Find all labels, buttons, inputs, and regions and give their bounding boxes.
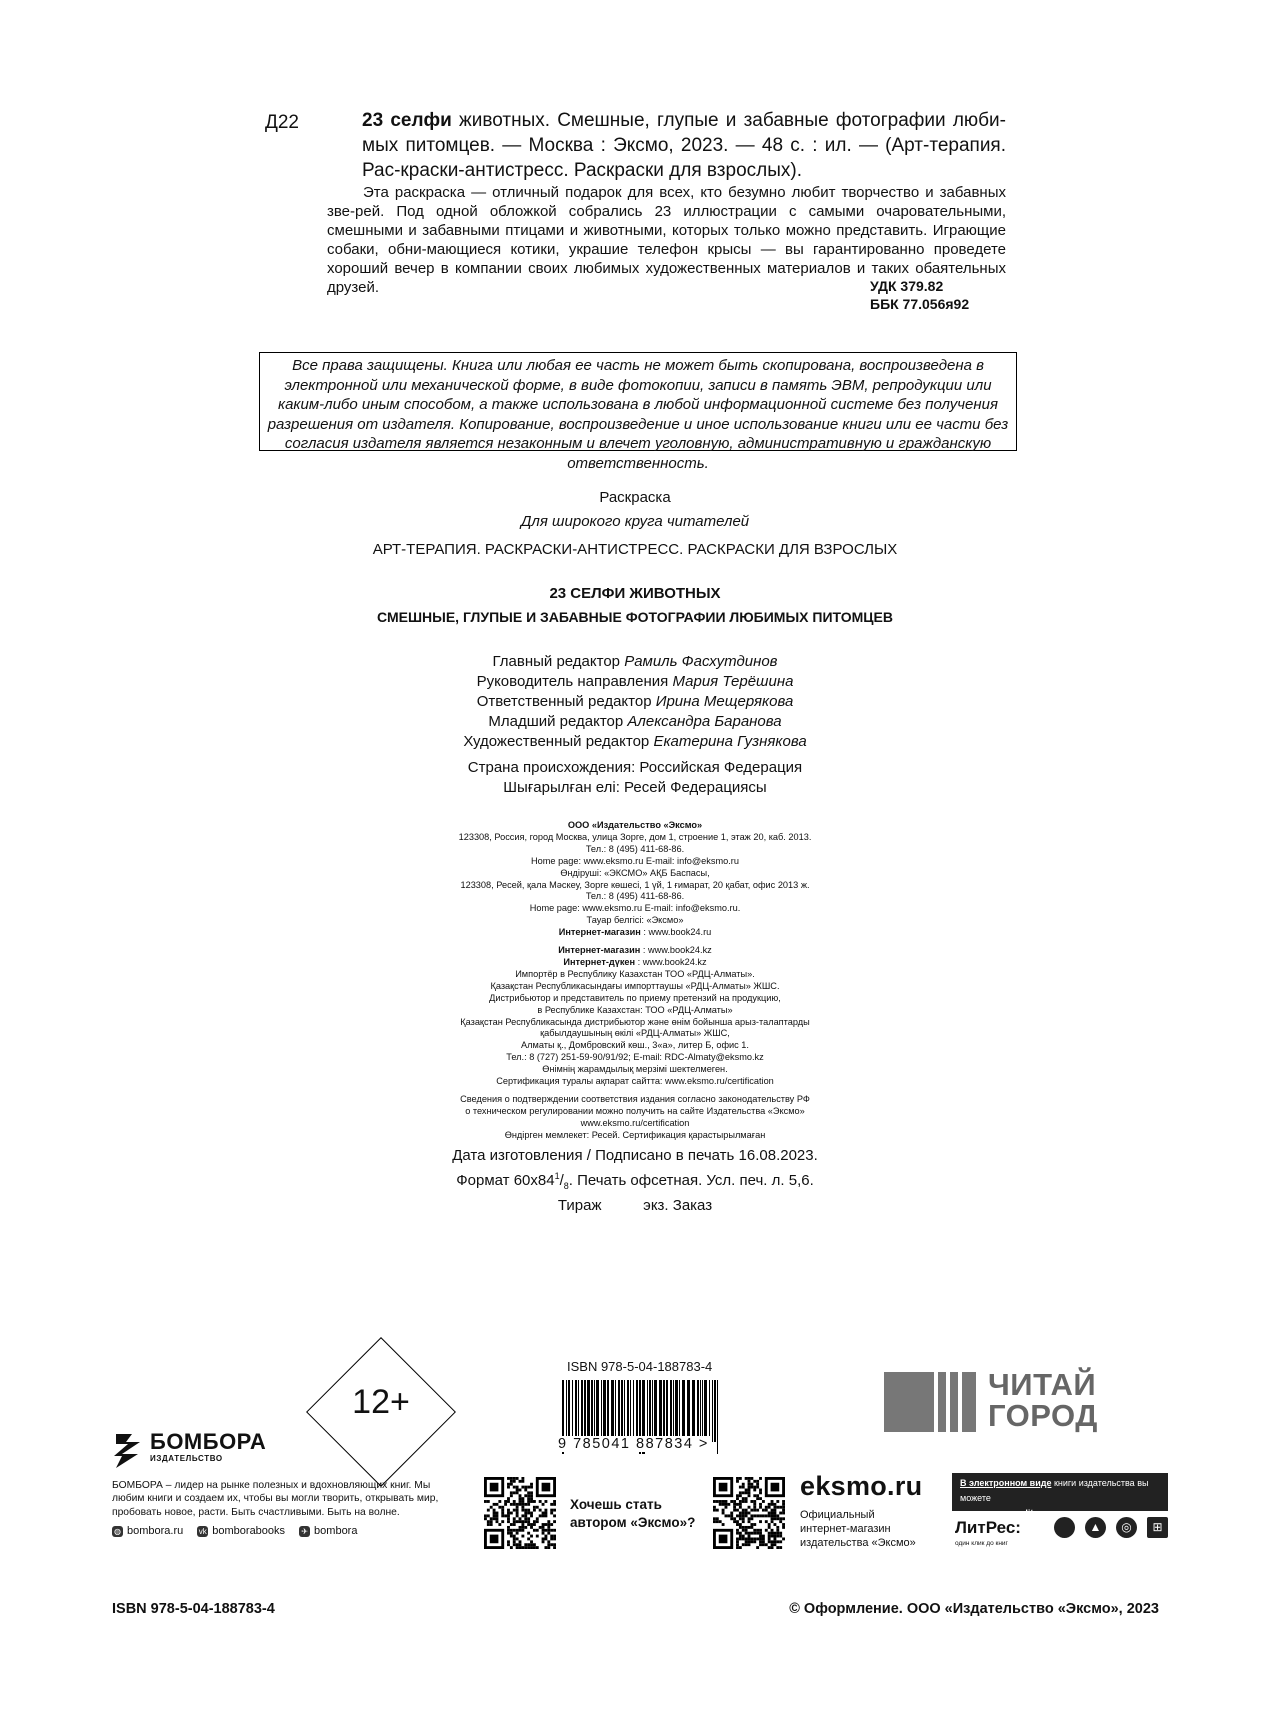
web-icon[interactable]: ◎: [1116, 1517, 1137, 1538]
credit-line: Главный редактор Рамиль Фасхутдинов: [492, 653, 778, 670]
barcode-bar: [615, 1380, 616, 1442]
social-telegram[interactable]: ✈ bombora: [299, 1525, 357, 1537]
print-run: Тираж экз. Заказ: [557, 1197, 713, 1214]
barcode-bar: [649, 1380, 651, 1442]
rights-notice: Все права защищены. Книга или любая ее часть не может быть скопирована, воспроизведена в электронной или механической форме, в виде фотокопии, записи в память ЭВМ, репродукции или каким-либо иным способом, а также использована в любой информационной системе без получения разрешения от издателя. Копирование, воспроизведение и иное использование книги или ее части без согласия издателя является незаконным и влечет уголовную, административную и гражданскую ответственность.: [259, 352, 1017, 451]
publisher-line: Тел.: 8 (495) 411-68-86.: [585, 843, 685, 854]
barcode-bar: [611, 1380, 614, 1442]
publisher-line: Интернет-дүкен : www.book24.kz: [563, 956, 707, 967]
print-format: Формат $60x84^1/_8$. Печать офсетная. Усл. печ. л. 5,6.: [456, 1171, 814, 1191]
barcode-bar: [601, 1380, 602, 1442]
print-info: [0, 1146, 1270, 1216]
barcode-bar: [621, 1380, 623, 1442]
publisher-line: қабылдаушының өкілі «РДЦ-Алматы» ЖШС,: [540, 1028, 730, 1039]
origin-ru: Страна происхождения: Российская Федерация: [467, 759, 803, 776]
publisher-line: Home page: www.eksmo.ru E-mail: info@eksmo.ru.: [529, 903, 741, 914]
publisher-line: Интернет-магазин : www.book24.kz: [558, 945, 712, 956]
publisher-line: в Республике Казахстан: ТОО «РДЦ-Алматы»: [537, 1004, 733, 1015]
barcode-bar: [702, 1380, 703, 1442]
publisher-line: Сертификация туралы ақпарат сайтта: www.eksmo.ru/certification: [496, 1076, 774, 1087]
publisher-line: Тел.: 8 (495) 411-68-86.: [585, 891, 685, 902]
barcode-bar: [633, 1380, 634, 1442]
publisher-line: Алматы қ., Домбровский көш., 3«а», литер Б, офис 1.: [521, 1040, 749, 1051]
android-icon[interactable]: ▲: [1085, 1517, 1106, 1538]
bombora-tagline: БОМБОРА – лидер на рынке полезных и вдохновляющих книг. Мы любим книги и создаем их, чтобы вы могли творить, открывать мир, пробовать новое, расти. Быть счастливыми. Быть на волне.: [112, 1480, 439, 1518]
barcode-bar: [717, 1380, 718, 1454]
chitai-gorod-name: ЧИТАЙ ГОРОД: [988, 1367, 1098, 1433]
publisher-line: Интернет-магазин : www.book24.ru: [558, 927, 712, 938]
publisher-line: Өнімнің жарамдылық мерзімі шектелмеген.: [542, 1064, 728, 1075]
social-site[interactable]: ◍ bombora.ru: [114, 1525, 184, 1537]
barcode-bar: [647, 1380, 648, 1442]
barcode-bar: [566, 1380, 567, 1442]
credit-line: Руководитель направления Мария Терёшина: [476, 673, 794, 690]
publisher-line: Өндіруші: «ЭКСМО» АҚБ Баспасы,: [560, 867, 710, 878]
barcode-bar: [666, 1380, 668, 1442]
barcode-bar: [624, 1380, 625, 1442]
footer-isbn: ISBN 978-5-04-188783-4: [112, 1601, 275, 1617]
barcode-bar: [591, 1380, 593, 1442]
eksmo-description: Официальный интернет-магазин издательства «Эксмо»: [800, 1509, 916, 1549]
telegram-icon: ✈: [299, 1526, 310, 1537]
publisher-line: Дистрибьютор и представитель по приему претензий на продукцию,: [489, 992, 781, 1003]
barcode-bar: [654, 1380, 657, 1442]
barcode-bar: [596, 1380, 599, 1442]
publisher-line: Сведения о подтверждении соответствия издания согласно законодательству РФ: [460, 1093, 810, 1104]
barcode-bar: [663, 1380, 665, 1442]
barcode-bar: [687, 1380, 690, 1442]
vk-icon: vk: [198, 1526, 207, 1536]
classification: [870, 277, 1006, 313]
bombora-logo-icon: [112, 1430, 146, 1470]
barcode-bar: [712, 1380, 713, 1442]
eksmo-url[interactable]: eksmo.ru: [800, 1471, 923, 1501]
qr-code-author[interactable]: [484, 1477, 556, 1549]
publisher-line: ООО «Издательство «Эксмо»: [567, 820, 703, 830]
bib-entry: [362, 108, 1006, 183]
age-rating: 12+: [352, 1383, 410, 1421]
barcode-bar: [618, 1380, 620, 1442]
publisher-line: о техническом регулировании можно получить на сайте Издательства «Эксмо»: [465, 1105, 805, 1116]
publisher-info: [0, 820, 1270, 1142]
credit-line: Ответственный редактор Ирина Мещерякова: [476, 693, 794, 710]
series: АРТ-ТЕРАПИЯ. РАСКРАСКИ-АНТИСТРЕСС. РАСКРАСКИ ДЛЯ ВЗРОСЛЫХ: [372, 541, 898, 558]
globe-icon: ◍: [112, 1526, 123, 1537]
audience: Для широкого круга читателей: [520, 513, 750, 530]
chitai-gorod-logo-icon: [884, 1372, 980, 1432]
barcode-bar: [568, 1380, 570, 1442]
bib-code: Д22: [265, 112, 300, 133]
barcode-isbn: ISBN 978-5-04-188783-4: [567, 1359, 713, 1374]
bib-title-bold: 23 селфи: [362, 110, 452, 131]
credit-line: Младший редактор Александра Баранова: [488, 713, 782, 730]
social-vk[interactable]: vk bomborabooks: [198, 1525, 286, 1537]
windows-icon[interactable]: ⊞: [1147, 1517, 1168, 1538]
credits: [0, 652, 1270, 752]
barcode-bar: [679, 1380, 680, 1442]
barcode-bar: [584, 1380, 586, 1442]
bombora-name: БОМБОРА: [150, 1429, 267, 1454]
barcode-bar: [692, 1380, 695, 1442]
origin-kz: Шығарылған елі: Ресей Федерациясы: [503, 779, 767, 796]
barcode-bar: [652, 1380, 653, 1442]
barcode-bar: [636, 1380, 638, 1442]
credit-line: Художественный редактор Екатерина Гузнякова: [463, 733, 807, 750]
litres-logo: ЛитРес:: [955, 1518, 1021, 1537]
apple-icon[interactable]: [1054, 1517, 1075, 1538]
barcode-bar: [578, 1380, 579, 1442]
bombora-sub: ИЗДАТЕЛЬСТВО: [150, 1454, 223, 1463]
barcode-bar: [659, 1380, 662, 1442]
publisher-line: Тауар белгісі: «Эксмо»: [586, 915, 684, 926]
publisher-line: Тел.: 8 (727) 251-59-90/91/92; E-mail: RDC-Almaty@eksmo.kz: [506, 1052, 764, 1063]
barcode-bar: [714, 1380, 716, 1442]
publisher-line: Home page: www.eksmo.ru E-mail: info@eksmo.ru: [531, 855, 739, 866]
book-title: 23 СЕЛФИ ЖИВОТНЫХ: [549, 585, 721, 602]
print-date: Дата изготовления / Подписано в печать 16.08.2023.: [452, 1147, 818, 1164]
barcode-bar: [697, 1380, 699, 1442]
bib-description: Эта раскраска — отличный подарок для всех, кто безумно любит творчество и забавных зве-рей. Под одной обложкой собрались 23 иллюстрации с самыми очаровательными, смешными и забавными птицами и животными, которых только можно представить. Играющие собаки, обни-мающиеся котики, украшие телефон крысы — вы гарантированно проведете хороший вечер в компании своих любимых художественных материалов и таких обаятельных друзей.: [327, 184, 1006, 296]
bbk-code: ББК 77.056я92: [870, 296, 970, 312]
barcode-bar: [630, 1380, 631, 1442]
barcode-bar: [581, 1380, 583, 1442]
publisher-line: 123308, Россия, город Москва, улица Зорге, дом 1, строение 1, этаж 20, каб. 2013.: [458, 831, 812, 842]
litres-banner: В электронном виде книги издательства вы можете купить на www.litres.ru: [952, 1473, 1168, 1511]
store-icons: [1054, 1517, 1168, 1538]
barcode-bar: [673, 1380, 674, 1442]
social-links: [112, 1525, 357, 1537]
barcode-bar: [603, 1380, 606, 1442]
publisher-line: Қазақстан Республикасында дистрибьютор және өнім бойынша арыз-талаптарды: [460, 1016, 810, 1027]
barcode-bar: [587, 1380, 590, 1442]
barcode-bar: [575, 1380, 577, 1442]
barcode-bar: [682, 1380, 685, 1442]
udk-code: УДК 379.82: [870, 278, 944, 294]
qr-code-eksmo[interactable]: [713, 1477, 785, 1549]
barcode-bar: [709, 1380, 710, 1442]
book-subtitle: СМЕШНЫЕ, ГЛУПЫЕ И ЗАБАВНЫЕ ФОТОГРАФИИ ЛЮБИМЫХ ПИТОМЦЕВ: [377, 609, 893, 625]
barcode-bar: [704, 1380, 707, 1442]
litres-sub: один клик до книг: [955, 1540, 1008, 1547]
footer-copyright: © Оформление. ООО «Издательство «Эксмо», 2023: [789, 1601, 1159, 1617]
barcode-bar: [594, 1380, 595, 1442]
genre: Раскраска: [599, 489, 671, 506]
country-of-origin: [0, 758, 1270, 798]
barcode-digits: 9 785041 887834 >: [558, 1436, 709, 1452]
publisher-line: 123308, Ресей, қала Мәскеу, Зорге көшесі, 1 үй, 1 ғимарат, 20 қабат, офис 2013 ж.: [460, 879, 810, 890]
barcode-bar: [675, 1380, 678, 1442]
barcode-bar: [572, 1380, 573, 1442]
barcode-bar: [607, 1380, 609, 1442]
barcode-bar: [670, 1380, 672, 1442]
publisher-line: Қазақстан Республикасындағы импорттаушы «РДЦ-Алматы» ЖШС.: [490, 980, 780, 991]
barcode-bar: [627, 1380, 629, 1442]
publisher-line: Импортёр в Республику Казахстан ТОО «РДЦ-Алматы».: [515, 968, 755, 979]
barcode-bar: [700, 1380, 701, 1442]
publisher-line: Өндірген мемлекет: Ресей. Сертификация қарастырылмаған: [504, 1129, 766, 1140]
author-invite: Хочешь стать автором «Эксмо»?: [570, 1497, 696, 1530]
bib-title-rest: животных. Смешные, глупые и забавные фотографии люби-мых питомцев. — Москва : Эксмо, 2023. — 48 с. : ил. — (Арт-терапия. Рас-краски-антистресс. Раскраски для взрослых).: [362, 110, 1006, 181]
publisher-line: www.eksmo.ru/certification: [580, 1117, 690, 1128]
